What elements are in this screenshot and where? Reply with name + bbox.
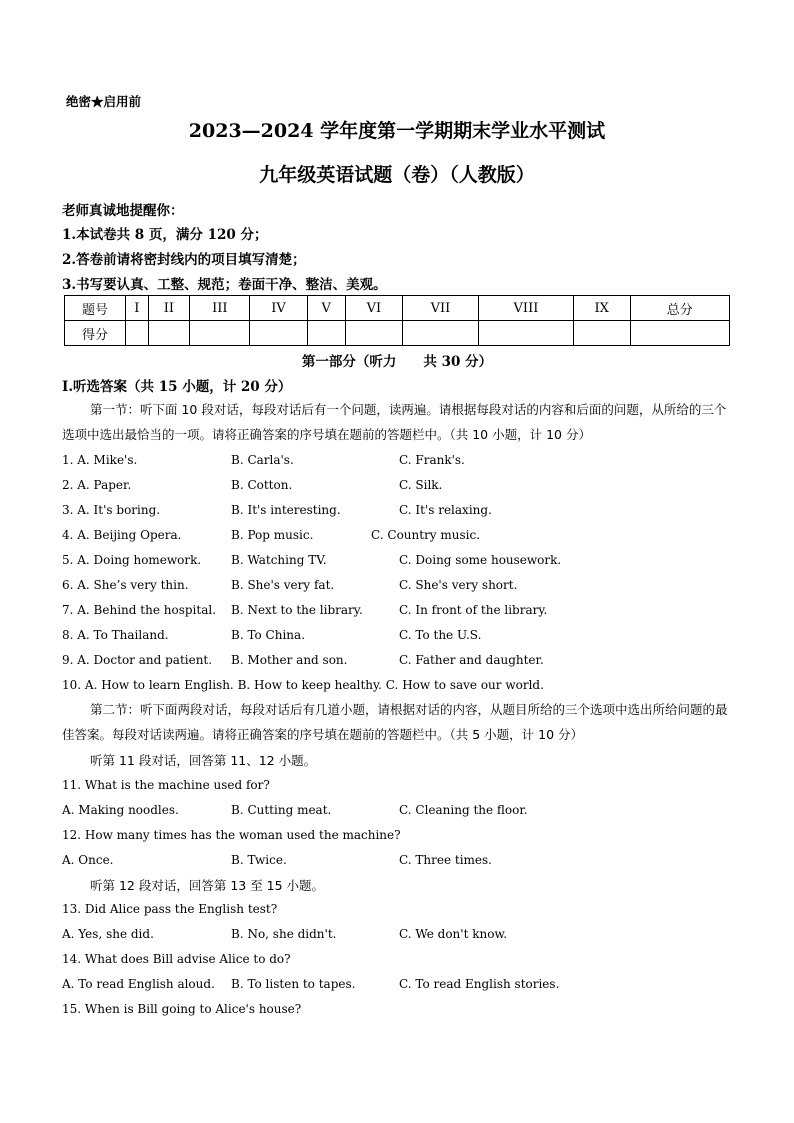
section2-instructions: 第二节：听下面两段对话，每段对话后有几道小题，请根据对话的内容，从题目所给的三个选项中选出所给问题的最佳答案。每段对话读两遍。请将正确答案的序号填在题前的答题栏中。（共 5 小题，计 10 分） <box>62 702 728 742</box>
part-title: 第一部分（听力 共 30 分） <box>301 354 493 370</box>
score-entry-cell[interactable] <box>148 321 190 346</box>
score-cell: V <box>307 296 345 321</box>
q2-option-b: B. Cotton. <box>231 478 293 492</box>
q12-stem: 12. How many times has the woman used the machine? <box>62 828 401 842</box>
q1-option-a: 1. A. Mike's. <box>62 453 138 467</box>
q11-stem: 11. What is the machine used for? <box>62 778 270 792</box>
score-cell: VI <box>345 296 402 321</box>
q13-stem: 13. Did Alice pass the English test? <box>62 902 278 916</box>
q3-option-b: B. It's interesting. <box>231 503 341 517</box>
score-cell: II <box>148 296 190 321</box>
q9-option-c: C. Father and daughter. <box>399 653 544 667</box>
score-table-score-row <box>65 321 730 346</box>
score-entry-cell[interactable] <box>402 321 478 346</box>
reminder-heading: 老师真诚地提醒你： <box>62 203 184 219</box>
q15-stem: 15. When is Bill going to Alice's house? <box>62 1002 302 1016</box>
exam-title: 2023—2024 学年度第一学期期末学业水平测试 <box>188 120 606 142</box>
score-entry-cell[interactable] <box>630 321 729 346</box>
q7-option-b: B. Next to the library. <box>231 603 363 617</box>
section-title: I.听选答案（共 15 小题，计 20 分） <box>62 379 292 395</box>
q11-option-a: A. Making noodles. <box>62 803 179 817</box>
q8-option-b: B. To China. <box>231 628 306 642</box>
score-cell: VII <box>402 296 478 321</box>
q4-option-b: B. Pop music. <box>231 528 314 542</box>
score-cell: 总分 <box>630 296 729 321</box>
score-entry-cell[interactable] <box>126 321 149 346</box>
q1-option-c: C. Frank's. <box>399 453 465 467</box>
dialog-12-heading: 听第 12 段对话，回答第 13 至 15 小题。 <box>90 878 325 893</box>
reminder-item-1: 1.本试卷共 8 页，满分 120 分； <box>62 227 268 243</box>
q11-option-b: B. Cutting meat. <box>231 803 332 817</box>
q14-option-c: C. To read English stories. <box>399 977 560 991</box>
q9-option-b: B. Mother and son. <box>231 653 348 667</box>
score-cell: IV <box>250 296 307 321</box>
q13-option-c: C. We don't know. <box>399 927 508 941</box>
q10-line: 10. A. How to learn English. B. How to keep healthy. C. How to save our world. <box>62 678 544 692</box>
q13-option-a: A. Yes, she did. <box>62 927 154 941</box>
dialog-11-heading: 听第 11 段对话，回答第 11、12 小题。 <box>90 753 317 768</box>
score-entry-cell[interactable] <box>479 321 574 346</box>
q12-option-a: A. Once. <box>62 853 114 867</box>
q3-option-c: C. It's relaxing. <box>399 503 492 517</box>
q8-option-c: C. To the U.S. <box>399 628 482 642</box>
confidential-label: 绝密★启用前 <box>66 94 142 109</box>
q5-option-c: C. Doing some housework. <box>399 553 562 567</box>
score-entry-cell[interactable] <box>307 321 345 346</box>
score-cell: I <box>126 296 149 321</box>
score-cell: 题号 <box>65 296 126 321</box>
q2-option-a: 2. A. Paper. <box>62 478 132 492</box>
q1-option-b: B. Carla's. <box>231 453 294 467</box>
q6-option-b: B. She's very fat. <box>231 578 335 592</box>
score-table <box>64 295 730 346</box>
q14-stem: 14. What does Bill advise Alice to do? <box>62 952 291 966</box>
q14-option-b: B. To listen to tapes. <box>231 977 356 991</box>
reminder-item-3: 3.书写要认真、工整、规范；卷面干净、整洁、美观。 <box>62 277 387 293</box>
score-cell: III <box>190 296 250 321</box>
score-entry-cell[interactable] <box>573 321 630 346</box>
q3-option-a: 3. A. It's boring. <box>62 503 161 517</box>
q11-option-c: C. Cleaning the floor. <box>399 803 528 817</box>
score-table-header-row <box>65 296 730 321</box>
score-entry-cell[interactable] <box>190 321 250 346</box>
reminder-item-2: 2.答卷前请将密封线内的项目填写清楚； <box>62 252 306 268</box>
section1-instructions: 第一节：听下面 10 段对话，每段对话后有一个问题，读两遍。请根据每段对话的内容和后面的问题，从所给的三个选项中选出最恰当的一项。请将正确答案的序号填在题前的答题栏中。（共 10 小题，计 10 分） <box>62 402 727 442</box>
q7-option-a: 7. A. Behind the hospital. <box>62 603 216 617</box>
score-entry-cell[interactable] <box>250 321 307 346</box>
score-cell: VIII <box>479 296 574 321</box>
q4-option-a: 4. A. Beijing Opera. <box>62 528 182 542</box>
q4-option-c: C. Country music. <box>371 528 481 542</box>
score-entry-cell[interactable] <box>345 321 402 346</box>
q6-option-c: C. She's very short. <box>399 578 518 592</box>
q13-option-b: B. No, she didn't. <box>231 927 337 941</box>
q2-option-c: C. Silk. <box>399 478 443 492</box>
q5-option-a: 5. A. Doing homework. <box>62 553 202 567</box>
q9-option-a: 9. A. Doctor and patient. <box>62 653 213 667</box>
q12-option-b: B. Twice. <box>231 853 287 867</box>
q7-option-c: C. In front of the library. <box>399 603 548 617</box>
q14-option-a: A. To read English aloud. <box>62 977 215 991</box>
q6-option-a: 6. A. She’s very thin. <box>62 578 189 592</box>
q12-option-c: C. Three times. <box>399 853 492 867</box>
score-cell: IX <box>573 296 630 321</box>
q5-option-b: B. Watching TV. <box>231 553 327 567</box>
score-row-label: 得分 <box>65 321 126 346</box>
q8-option-a: 8. A. To Thailand. <box>62 628 169 642</box>
exam-subtitle: 九年级英语试题（卷）（人教版） <box>259 164 535 186</box>
